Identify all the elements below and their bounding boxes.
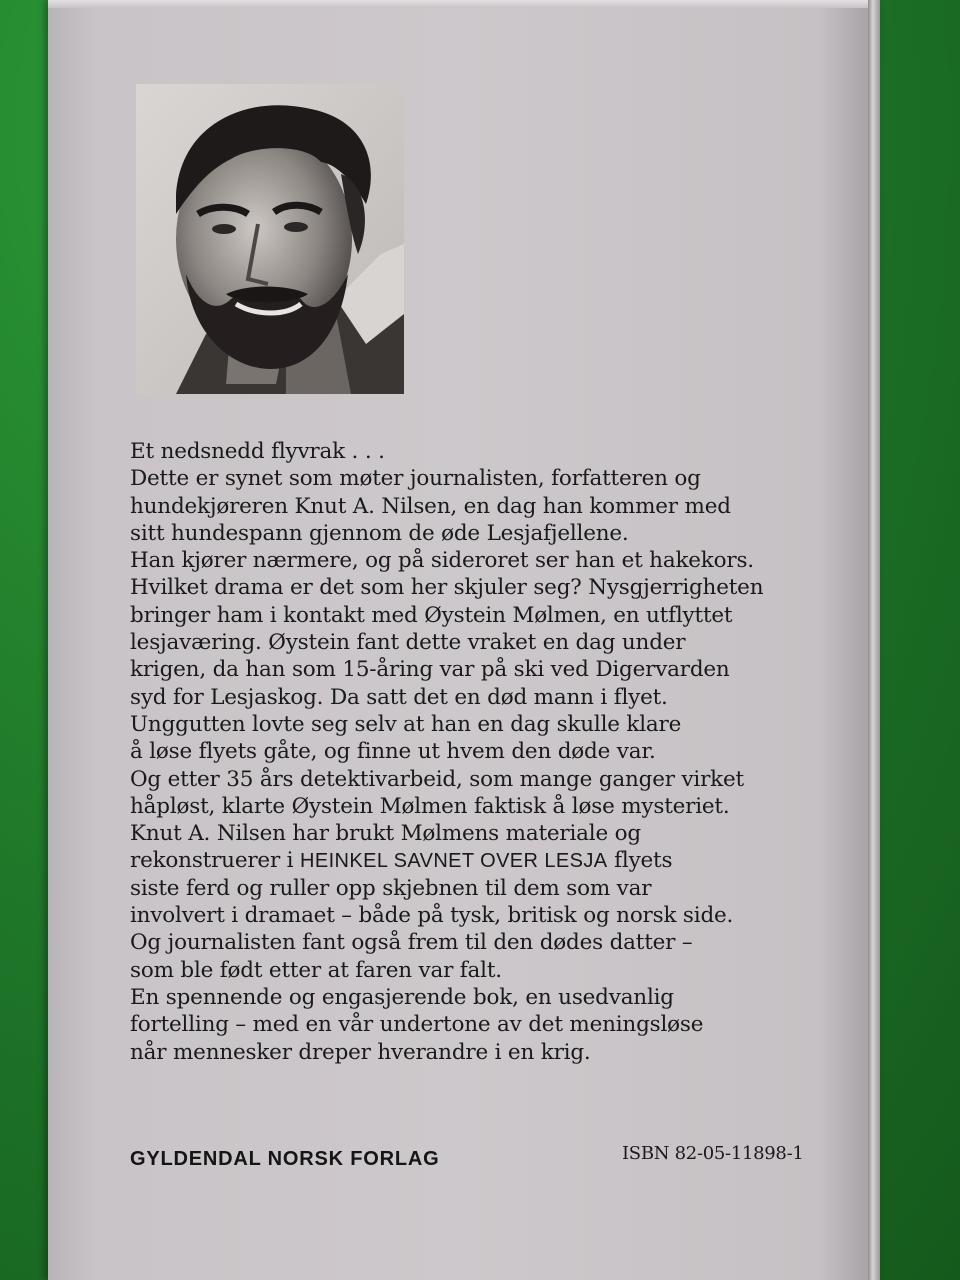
blurb-line-with-title	[130, 847, 830, 874]
blurb-line: håpløst, klarte Øystein Mølmen faktisk å løse mysteriet.	[130, 793, 730, 819]
blurb-line-part: flyets	[614, 848, 673, 874]
blurb-line: Dette er synet som møter journalisten, forfatteren og	[130, 466, 701, 492]
book-top-edge	[48, 0, 868, 8]
book-page-edge	[868, 0, 880, 1280]
blurb-line: siste ferd og ruller opp skjebnen til dem som var	[130, 875, 652, 901]
blurb-line: Han kjører nærmere, og på sideroret ser han et hakekors.	[130, 548, 754, 574]
book-back-cover	[48, 0, 868, 1280]
blurb-line: fortelling – med en vår undertone av det meningsløse	[130, 1012, 704, 1038]
blurb-line: hundekjøreren Knut A. Nilsen, en dag han kommer med	[130, 493, 731, 519]
blurb-line: Et nedsnedd flyvrak . . .	[130, 439, 385, 464]
blurb-line: Hvilket drama er det som her skjuler seg? Nysgjerrigheten	[130, 575, 764, 601]
book-title-inline: HEINKEL SAVNET OVER LESJA	[299, 850, 608, 873]
blurb-line: En spennende og engasjerende bok, en usedvanlig	[130, 984, 674, 1010]
blurb-line: Og journalisten fant også frem til den dødes datter –	[130, 930, 693, 956]
author-portrait	[136, 84, 404, 394]
back-cover-blurb	[130, 438, 830, 1066]
isbn-number: ISBN 82-05-11898-1	[622, 1143, 804, 1164]
blurb-line: sitt hundespann gjennom de øde Lesjafjellene.	[130, 520, 629, 546]
blurb-line-part: rekonstruerer i	[130, 848, 294, 874]
blurb-line: å løse flyets gåte, og finne ut hvem den døde var.	[130, 739, 656, 765]
blurb-line: som ble født etter at faren var falt.	[130, 957, 502, 983]
blurb-line: Og etter 35 års detektivarbeid, som mange ganger virket	[130, 766, 744, 792]
blurb-line: lesjaværing. Øystein fant dette vraket en dag under	[130, 630, 686, 656]
blurb-line: Knut A. Nilsen har brukt Mølmens materiale og	[130, 821, 641, 847]
blurb-line: bringer ham i kontakt med Øystein Mølmen, en utflyttet	[130, 602, 733, 628]
blurb-line: involvert i dramaet – både på tysk, britisk og norsk side.	[130, 903, 734, 929]
blurb-line: krigen, da han som 15-åring var på ski ved Digervarden	[130, 657, 730, 683]
blurb-line: når mennesker dreper hverandre i en krig.	[130, 1039, 591, 1065]
author-portrait-illustration	[136, 84, 404, 394]
blurb-line: syd for Lesjaskog. Da satt det en død mann i flyet.	[130, 684, 668, 710]
publisher-name: GYLDENDAL NORSK FORLAG	[130, 1148, 440, 1170]
blurb-line: Unggutten lovte seg selv at han en dag skulle klare	[130, 711, 682, 737]
